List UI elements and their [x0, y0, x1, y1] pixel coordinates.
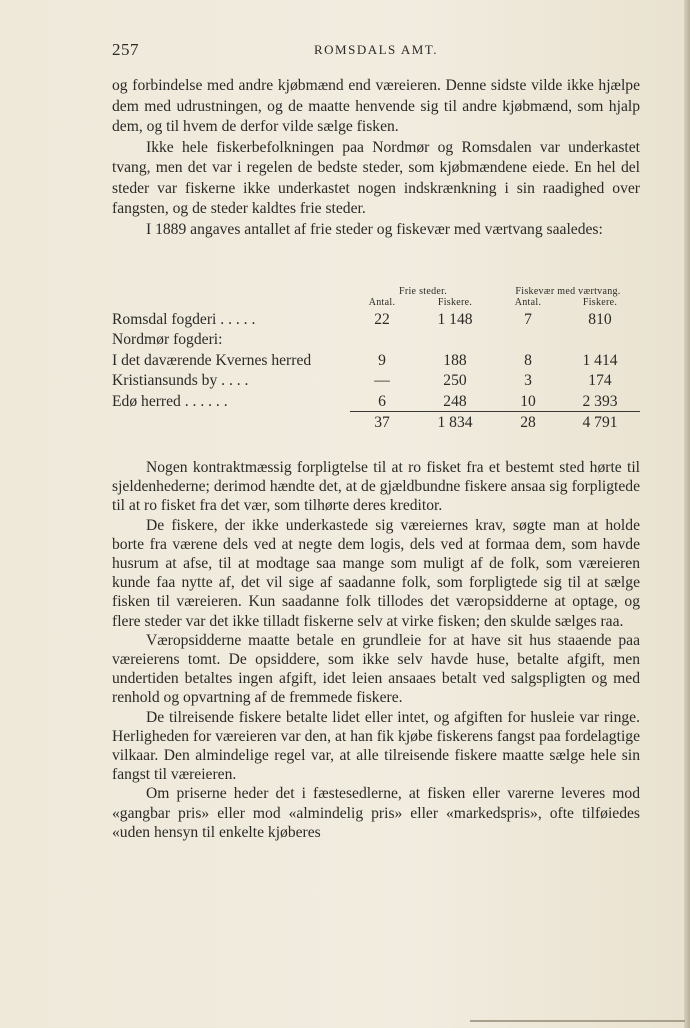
sub-header: Fiskere. — [437, 297, 473, 308]
paragraph: Ikke hele fiskerbefolkningen paa Nordmør og Romsdalen var underkastet tvang, men det var i regelen de bedste steder, som kjøbmændene eiede. En hel del steder var fiskerne ikke underkastet nogen indskrænkning i sin raadighed over fangsten, og de steder kaldtes frie steder. — [112, 138, 640, 217]
page-edge — [684, 0, 690, 1028]
total-cell: 28 — [496, 411, 560, 432]
paragraph: I 1889 angaves antallet af frie steder og fiskevær med værtvang saaledes: — [146, 220, 603, 238]
cell — [560, 329, 640, 350]
paragraph: De fiskere, der ikke underkastede sig væreiernes krav, søgte man at holde borte fra værene dels ved at negte dem logis, dels ved at formaa dem, som havde husrum at afse, til at modtage saa mange som muligt af de folk, som væreieren kunde faa nytte af, det vil sige af saadanne folk, som forpligtede sig til at sælge fisken til væreieren. Kun saadanne folk tillodes det væropsidderne at optage, og flere steder var det ikke tilladt fiskerne selv at virke fisken; den skulde sælges raa. — [112, 516, 640, 630]
sub-header: Antal. — [368, 297, 396, 308]
cell: 9 — [378, 351, 386, 369]
cell: — — [374, 372, 390, 389]
table-row — [112, 370, 640, 391]
table-totals-row — [112, 411, 640, 432]
table-group-header-row — [112, 286, 640, 297]
page-number: 257 — [112, 40, 139, 59]
cell: 248 — [443, 392, 467, 410]
page-header — [112, 40, 640, 62]
cell: 174 — [588, 372, 612, 389]
table-row — [112, 349, 640, 370]
row-label: Kristiansunds by . . . . — [112, 372, 249, 389]
table-sub-header-row — [112, 297, 640, 308]
paragraph: Nogen kontraktmæssig forpligtelse til at ro fisket fra et bestemt sted hørte til sjeldenhederne; derimod hændte det, at de gjældbundne fiskere ansaa sig forpligtede til at ro fisket fra det vær, som tilhørte deres kreditor. — [112, 459, 640, 515]
cell — [350, 329, 414, 350]
cell: 1 148 — [437, 310, 473, 328]
text-block-bottom — [112, 458, 640, 842]
cell: 22 — [374, 310, 390, 328]
bottom-edge-line — [470, 1020, 685, 1022]
cell — [414, 329, 496, 350]
table-row — [112, 308, 640, 329]
group-header-fiskevaer: Fiskevær med værtvang. — [515, 286, 621, 297]
group-header-frie-steder: Frie steder. — [398, 286, 448, 297]
text-block-top — [112, 76, 640, 240]
paragraph: og forbindelse med andre kjøbmænd end væreieren. Denne sidste vilde ikke hjælpe dem med udrustningen, og de maatte henvende sig til andre kjøbmænd, som hjalp dem, og til hvem de derfor vilde sælge fisken. — [112, 77, 640, 135]
cell: 2 393 — [582, 392, 618, 410]
cell: 8 — [524, 351, 532, 369]
total-cell: 1 834 — [414, 411, 496, 432]
cell: 10 — [520, 392, 536, 410]
sub-header: Antal. — [514, 297, 542, 308]
cell: 1 414 — [582, 351, 618, 369]
table-row — [112, 390, 640, 411]
paragraph: Om priserne heder det i fæstesedlerne, at fisken eller varerne leveres mod «gangbar pris» eller mod «almindelig pris» eller «markedspris», ofte tilføiedes «uden hensyn til enkelte kjøberes — [112, 785, 640, 841]
cell: 250 — [443, 372, 467, 389]
statistics-table — [112, 286, 640, 432]
row-label: Edø herred . . . . . . — [112, 393, 228, 410]
total-cell: 4 791 — [560, 411, 640, 432]
paragraph: Væropsidderne maatte betale en grundleie for at have sit hus staaende paa væreierens tomt. De opsiddere, som ikke selv havde huse, betalte afgift, men undertiden betaltes ingen afgift, idet leien ansaaes betalt ved salgspligten og med renhold og opvartning af de fremmede fiskere. — [112, 631, 640, 707]
total-cell: 37 — [350, 411, 414, 432]
cell: 810 — [588, 310, 612, 328]
row-label: Romsdal fogderi . . . . . — [112, 310, 256, 328]
row-label: Nordmør fogderi: — [112, 331, 223, 348]
cell: 3 — [524, 372, 532, 389]
cell: 6 — [378, 392, 386, 410]
paragraph: De tilreisende fiskere betalte lidet eller intet, og afgiften for husleie var ringe. Herligheden for væreieren var den, at han fik kjøbe fiskerens fangst paa fordelagtige vilkaar. Den almindelige regel var, at alle tilreisende fiskere maatte sælge hele sin fangst til væreieren. — [112, 708, 640, 784]
sub-header: Fiskere. — [582, 297, 618, 308]
table-row — [112, 329, 640, 350]
row-label: I det daværende Kvernes herred — [112, 351, 312, 369]
cell — [496, 329, 560, 350]
running-title: ROMSDALS AMT. — [313, 42, 438, 57]
cell: 188 — [443, 351, 467, 369]
cell: 7 — [524, 310, 532, 328]
